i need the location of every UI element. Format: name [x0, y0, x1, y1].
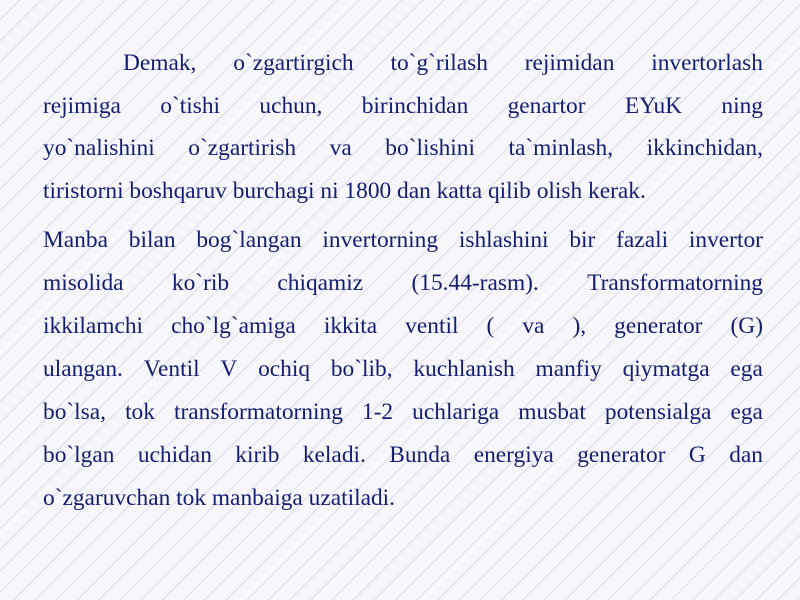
text-line: bo`lsa, tok transformatorning 1-2 uchlariga musbat potensialga ega — [43, 399, 763, 426]
text-line: Manba bilan bog`langan invertorning ishlashini bir fazali invertor — [43, 226, 763, 253]
text-line: o`zgaruvchan tok manbaiga uzatiladi. — [43, 485, 396, 512]
text-line: ulangan. Ventil V ochiq bo`lib, kuchlanish manfiy qiymatga ega — [43, 356, 763, 383]
text-line: Demak, o`zgartirgich to`g`rilash rejimidan invertorlash — [123, 50, 763, 76]
slide-body — [43, 42, 763, 520]
text-line: rejimiga o`tishi uchun, birinchidan genartor EYuK ning — [43, 92, 763, 119]
text-line: tiristorni boshqaruv burchagi ni 1800 dan katta qilib olish kerak. — [43, 178, 646, 205]
paragraph-inverter-conditions — [43, 42, 763, 213]
text-line: misolida ko`rib chiqamiz (15.44-rasm). Transformatorning — [43, 269, 763, 296]
text-line: bo`lgan uchidan kirib keladi. Bunda energiya generator G dan — [43, 442, 763, 469]
text-line: yo`nalishini o`zgartirish va bo`lishini ta`minlash, ikkinchidan, — [43, 135, 763, 162]
paragraph-single-phase-inverter — [43, 219, 763, 521]
text-line: ikkilamchi cho`lg`amiga ikkita ventil ( va ), generator (G) — [43, 313, 763, 339]
